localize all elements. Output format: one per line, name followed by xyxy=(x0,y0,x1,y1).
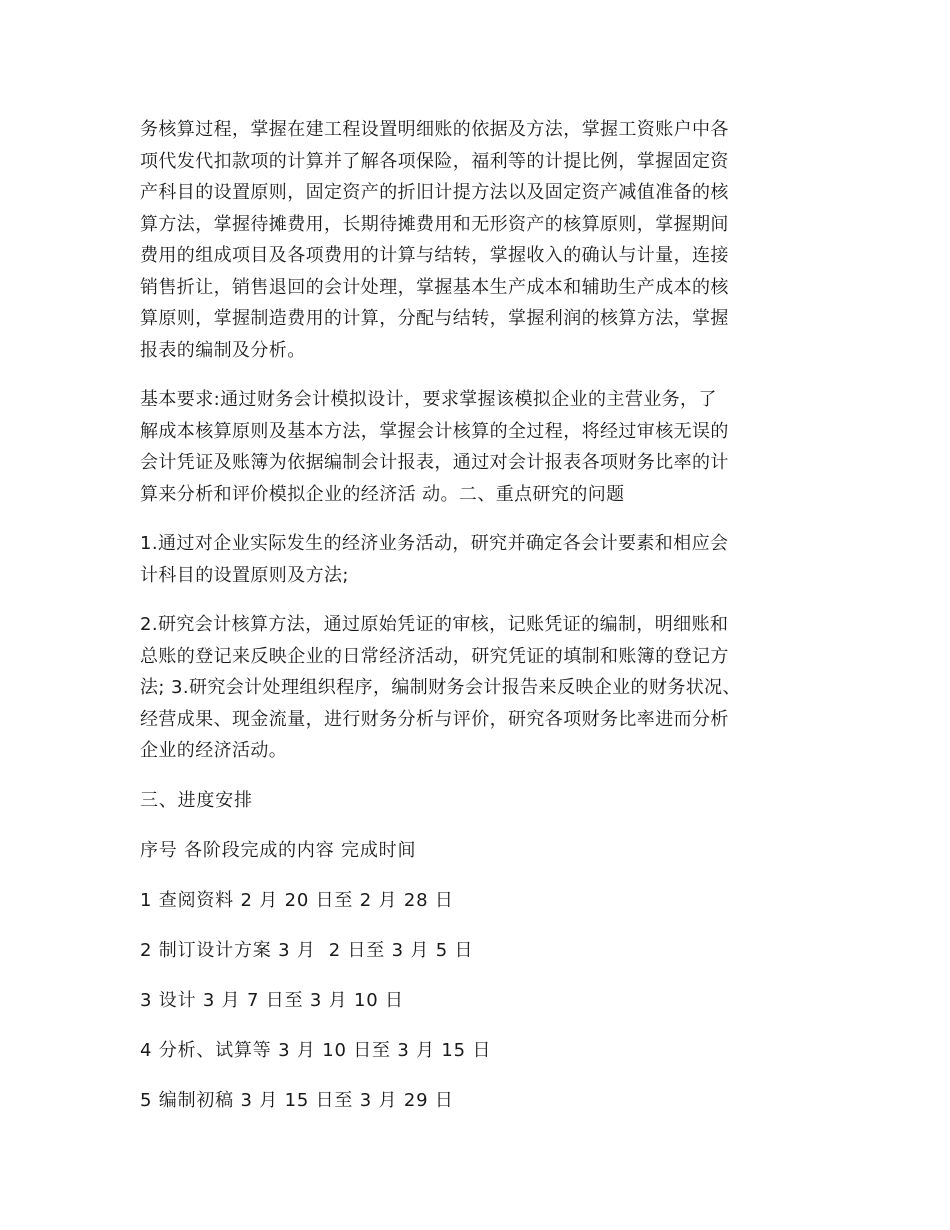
text-line: 务核算过程，掌握在建工程设置明细账的依据及方法，掌握工资账户中各 xyxy=(140,119,729,140)
paragraph-research-item-1 xyxy=(140,528,812,591)
paragraph-accounting-methods xyxy=(140,114,812,366)
text-line: 费用的组成项目及各项费用的计算与结转，掌握收入的确认与计量，连接 xyxy=(140,245,729,266)
text-line: 算来分析和评价模拟企业的经济活 动。二、重点研究的问题 xyxy=(140,483,625,505)
text-line: 产科目的设置原则，固定资产的折旧计提方法以及固定资产减值准备的核 xyxy=(140,182,729,203)
text-line: 报表的编制及分析。 xyxy=(140,339,306,361)
text-line: 算原则，掌握制造费用的计算，分配与结转，掌握利润的核算方法，掌握 xyxy=(140,308,729,329)
paragraph-research-items-2-3 xyxy=(140,609,812,767)
text-line: 法; 3.研究会计处理组织程序，编制财务会计报告来反映企业的财务状况、 xyxy=(140,677,741,698)
text-line: 总账的登记来反映企业的日常经济活动，研究凭证的填制和账簿的登记方 xyxy=(140,645,729,667)
text-line: 基本要求:通过财务会计模拟设计，要求掌握该模拟企业的主营业务，了 xyxy=(140,389,717,410)
schedule-header: 序号 各阶段完成的内容 完成时间 xyxy=(140,839,417,861)
schedule-row: 2 制订设计方案 3 月 2 日至 3 月 5 日 xyxy=(140,939,474,961)
schedule-row: 5 编制初稿 3 月 15 日至 3 月 29 日 xyxy=(140,1089,454,1111)
text-line: 1.通过对企业实际发生的经济业务活动，研究并确定各会计要素和相应会 xyxy=(140,533,729,554)
text-line: 经营成果、现金流量，进行财务分析与评价，研究各项财务比率进而分析 xyxy=(140,708,729,730)
text-line: 解成本核算原则及基本方法，掌握会计核算的全过程，将经过审核无误的 xyxy=(140,420,729,442)
text-line: 项代发代扣款项的计算并了解各项保险，福利等的计提比例，掌握固定资 xyxy=(140,150,729,172)
schedule-row: 4 分析、试算等 3 月 10 日至 3 月 15 日 xyxy=(140,1039,492,1061)
text-line: 算方法，掌握待摊费用，长期待摊费用和无形资产的核算原则，掌握期间 xyxy=(140,213,729,235)
text-line: 会计凭证及账簿为依据编制会计报表，通过对会计报表各项财务比率的计 xyxy=(140,452,729,473)
paragraph-basic-requirements xyxy=(140,384,812,510)
schedule-row: 1 查阅资料 2 月 20 日至 2 月 28 日 xyxy=(140,889,454,911)
text-line: 销售折让，销售退回的会计处理，掌握基本生产成本和辅助生产成本的核 xyxy=(140,276,729,298)
text-line: 企业的经济活动。 xyxy=(140,740,288,761)
text-line: 计科目的设置原则及方法; xyxy=(140,564,349,586)
schedule-row: 3 设计 3 月 7 日至 3 月 10 日 xyxy=(140,989,404,1011)
section-heading-schedule: 三、进度安排 xyxy=(140,789,253,811)
document-page xyxy=(140,114,812,1135)
text-line: 2.研究会计核算方法，通过原始凭证的审核，记账凭证的编制，明细账和 xyxy=(140,614,729,635)
